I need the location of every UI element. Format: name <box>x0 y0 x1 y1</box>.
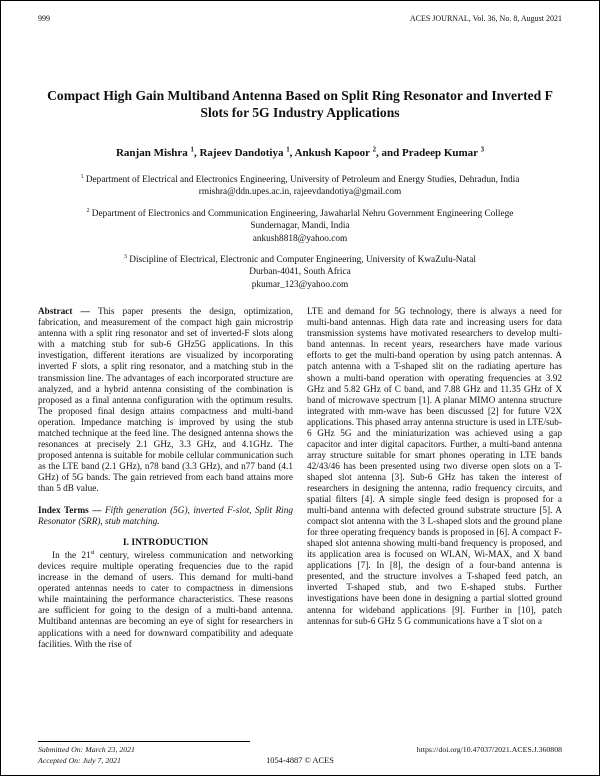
affiliation-2-city: Sundernagar, Mandi, India <box>250 221 350 232</box>
ordinal-superscript: st <box>90 550 95 557</box>
author-4: , and Pradeep Kumar <box>376 147 481 159</box>
affiliation-1 <box>56 174 544 199</box>
affiliation-1-emails: rmishra@ddn.upes.ac.in, rajeevdandotiya@gmail.com <box>198 187 402 198</box>
affiliation-1-dept: $^1$ Department of Electrical and Electronics Engineering, University of Petroleum and Energy Studies, Dehradun, India <box>80 173 520 185</box>
affiliation-3-city: Durban-4041, South Africa <box>249 267 351 278</box>
affiliation-3-marker: 3 <box>124 253 127 260</box>
author-4-affil-marker: 3 <box>480 146 485 154</box>
body-columns <box>38 307 562 650</box>
author-3: , Ankush Kapoor <box>289 147 373 159</box>
author-1: Ranjan Mishra <box>115 147 191 159</box>
affiliation-1-marker: 1 <box>80 173 84 180</box>
affiliation-2 <box>56 208 544 245</box>
running-head <box>38 14 562 23</box>
affiliation-3-dept: $^3$ Discipline of Electrical, Electronic and Computer Engineering, University of KwaZulu-Natal <box>124 253 476 266</box>
abstract-paragraph <box>38 307 293 495</box>
index-terms-text: Fifth generation (5G), inverted F-slot, Split Ring Resonator (SRR), stub matching. <box>38 506 293 528</box>
introduction-paragraph: In the 21st century, wireless communication and networking devices require multiple operating frequencies due to the rapid increase in the demand of users. This demand for multi-band operated antennas needs to cater to compactness in dimensions while maintaining the performance characteristics. These reasons are sufficient for going to the design of a multi-band antenna. Multiband antennas are becoming an eye of sight for researchers in applications with a need for downward compatibility and adequate facilities. With the rise of <box>38 550 293 650</box>
accepted-date: Accepted On: July 7, 2021 <box>38 755 121 765</box>
affiliation-3 <box>56 254 544 291</box>
abstract-label: Abstract — <box>38 307 99 318</box>
affiliation-2-dept: $^2$ Department of Electronics and Communication Engineering, Jawaharlal Nehru Government Engineering College <box>86 207 514 219</box>
authors-line <box>1 147 599 159</box>
abstract-text: This paper presents the design, optimization, fabrication, and measurement of the compact high gain microstrip antenna with a split ring resonator and set of inverted-F slots along with a matching stub for sub-6 GHz5G applications. In this investigation, different iterations are visualized by incorporating inverted F slots, a split ring resonator, and a matching stub in the transmission line. The advantages of each incorporated structure are analyzed, and a hybrid antenna consisting of the combination is proposed as a final antenna configuration with the optimum results. The proposed final design attains compactness and multi-band operation. Impedance matching is improved by using the stub matched technique at the feed line. The designed antenna shows the resonances at precisely 2.1 GHz, 3.3 GHz, and 4.1GHz. The proposed antenna is suitable for mobile cellular communication such as the LTE band (2.1 GHz), n78 band (3.3 GHz), and n77 band (4.1 GHz) of 5G bands. The gain retrieved from each band attains more than 5 dB value. <box>38 307 293 494</box>
section-heading-introduction: I. INTRODUCTION <box>122 537 209 549</box>
submitted-date: Submitted On: March 23, 2021 <box>38 745 135 754</box>
author-1-affil-marker: 1 <box>190 146 194 154</box>
body-column-left <box>38 307 293 650</box>
index-terms-paragraph <box>38 506 293 528</box>
author-2-affil-marker: 1 <box>286 146 290 154</box>
journal-header: ACES JOURNAL, Vol. 36, No. 8, August 2021 <box>409 14 562 23</box>
affiliation-3-email: pkumar_123@yahoo.com <box>251 279 349 290</box>
body-text-continued: LTE and demand for 5G technology, there is always a need for multi-band antennas. High data rate and increasing users for data transmission systems have motivated researchers to develop multi-band antennas. In recent years, researchers have made various efforts to get the multi-band operation by using patch antennas. A patch antenna with a T-shaped slit on the radiating aperture has shown a multi-band operation with operating frequencies at 3.92 GHz and 5.82 GHz of C band, and 7.88 GHz and 11.35 GHz of X band of microwave spectrum [1]. A planar MIMO antenna structure integrated with mm-wave has been discussed [2] for future V2X applications. This phased array antenna structure is used in LTE/sub-6 GHz 5G and the miniaturization was achieved using a gap capacitor and inter digital capacitors. Further, a multi-band antenna array structure suitable for smart phones operating in LTE bands 42/43/46 has been presented using two diverse open slots on a T-shaped slot antenna [3]. Sub-6 GHz has taken the interest of researchers in designing the antenna, radio frequency circuits, and spatial filters [4]. A simple single feed design is proposed for a multi-band antenna with defected ground substrate structure [5]. A compact slot antenna with the 3 L-shaped slots and the ground plane for three operating frequency bands is proposed in [6]. A compact F-shaped slot antenna showing multi-band frequency is proposed, and its application area is focused on WLAN, Wi-MAX, and X band applications [7]. In [8], the design of a four-band antenna is presented, and the structure involves a T-shaped feed patch, an inverted T-shaped stub, and two E-shaped stubs. Further investigations have been done in designing a partial slotted ground antenna for wideband applications [9]. Further in [10], patch antennas for sub-6 GHz 5 G communications have a T slot on a <box>307 307 562 627</box>
body-column-right <box>307 307 562 650</box>
affiliation-2-email: ankush8818@yahoo.com <box>252 233 348 244</box>
doi-link[interactable]: https://doi.org/10.47037/2021.ACES.J.360808 <box>416 745 562 754</box>
author-3-affil-marker: 2 <box>372 146 376 154</box>
index-terms-label: Index Terms — <box>38 506 106 517</box>
issn-line: 1054-4887 © ACES <box>266 756 334 765</box>
page-number: 999 <box>38 14 50 23</box>
author-2: , Rajeev Dandotiya <box>193 147 287 159</box>
affiliation-2-marker: 2 <box>86 207 90 214</box>
paper-title: Compact High Gain Multiband Antenna Based on Split Ring Resonator and Inverted F Slots for 5G Industry Applications <box>47 88 553 120</box>
